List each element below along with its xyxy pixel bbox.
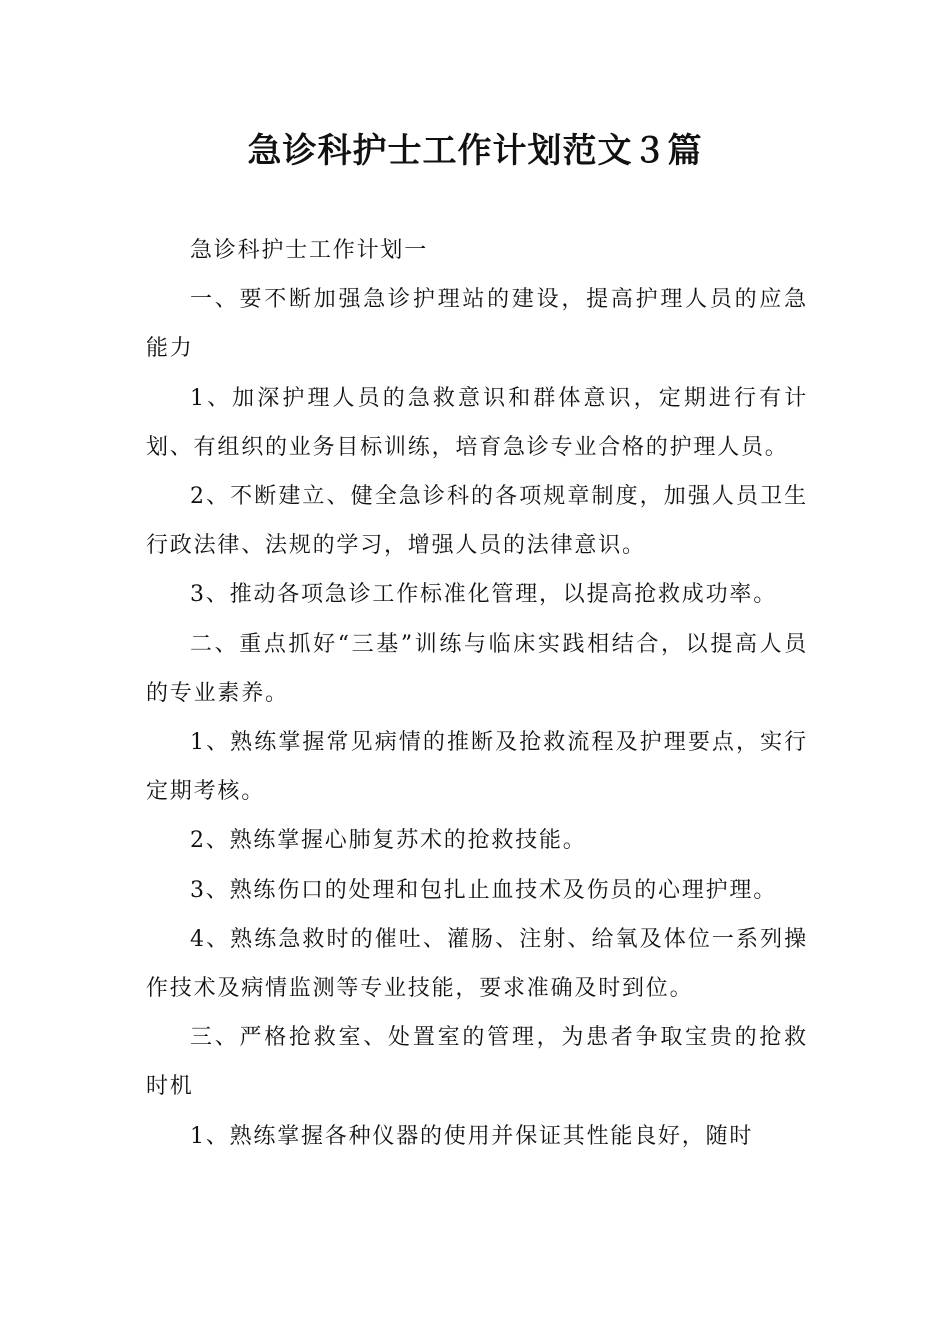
paragraph: 4、熟练急救时的催吐、灌肠、注射、给氧及体位一系列操作技术及病情监测等专业技能，要求准确及时到位。 xyxy=(146,926,808,1002)
paragraph: 一、要不断加强急诊护理站的建设，提高护理人员的应急能力 xyxy=(146,287,808,362)
paragraph: 3、推动各项急诊工作标准化管理，以提高抢救成功率。 xyxy=(190,582,777,608)
document-title: 急诊科护士工作计划范文３篇 xyxy=(247,131,703,171)
paragraph: 3、熟练伤口的处理和包扎止血技术及伤员的心理护理。 xyxy=(190,877,777,903)
paragraph: 三、严格抢救室、处置室的管理，为患者争取宝贵的抢救时机 xyxy=(146,1025,808,1100)
paragraph: 1、加深护理人员的急救意识和群体意识，定期进行有计划、有组织的业务目标训练，培育急诊专业合格的护理人员。 xyxy=(146,385,808,460)
paragraph: 急诊科护士工作计划一 xyxy=(190,238,429,263)
paragraph: 2、不断建立、健全急诊科的各项规章制度，加强人员卫生行政法律、法规的学习，增强人员的法律意识。 xyxy=(146,484,808,559)
paragraph: 2、熟练掌握心肺复苏术的抢救技能。 xyxy=(190,828,587,854)
document-body xyxy=(146,226,808,1161)
paragraph: 1、熟练掌握各种仪器的使用并保证其性能良好，随时 xyxy=(190,1123,754,1149)
paragraph: 二、重点抓好“三基”训练与临床实践相结合，以提高人员的专业素养。 xyxy=(146,631,808,706)
paragraph: 1、熟练掌握常见病情的推断及抢救流程及护理要点，实行定期考核。 xyxy=(146,730,808,805)
